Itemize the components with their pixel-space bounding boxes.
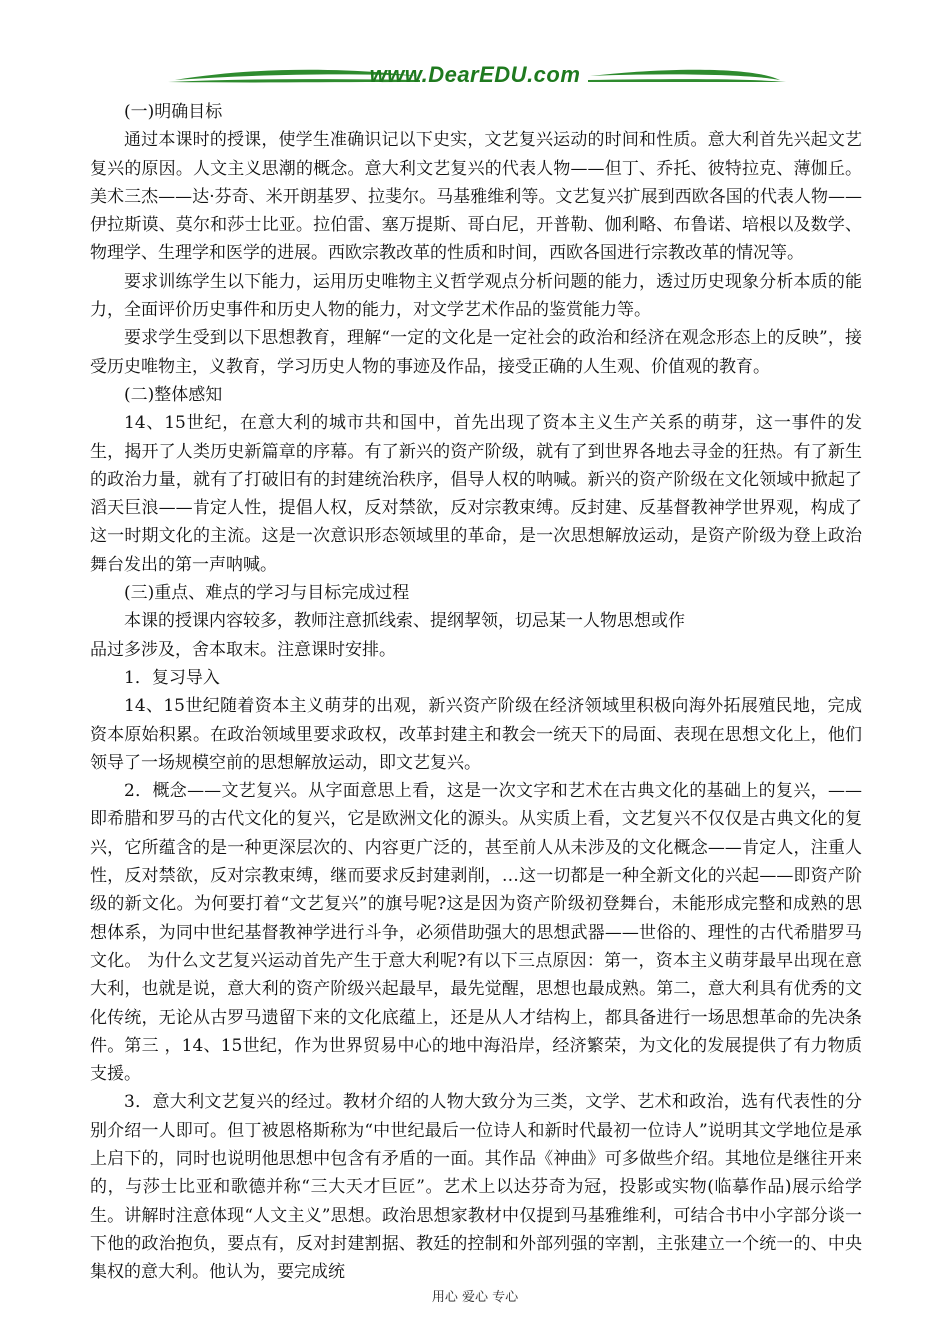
paragraph-teaching-note-1: 本课的授课内容较多，教师注意抓线索、提纲挈领，切忌某一人物思想或作 xyxy=(124,611,685,632)
paragraph-objectives-facts: 通过本课时的授课，使学生准确识记以下史实，文艺复兴运动的时间和性质。意大利首先兴起文艺复兴的原因。人文主义思潮的概念。意大利文艺复兴的代表人物——但丁、乔托、彼特拉克、薄伽丘。美术三杰——达·芬奇、米开朗基罗、拉斐尔。马基雅维利等。文艺复兴扩展到西欧各国的代表人物——伊拉斯谟、莫尔和莎士比亚。拉伯雷、塞万提斯、哥白尼，开普勒、伽利略、布鲁诺、培根以及数学、物理学、生理学和医学的进展。西欧宗教改革的性质和时间，西欧各国进行宗教改革的情况等。 xyxy=(90,130,862,264)
paragraph-italian-renaissance: 3．意大利文艺复兴的经过。教材介绍的人物大致分为三类，文学、艺术和政治，选有代表性的分别介绍一人即可。但丁被恩格斯称为“中世纪最后一位诗人和新时代最初一位诗人”说明其文学地位是承上启下的，同时也说明他思想中包含有矛盾的一面。其作品《神曲》可多做些介绍。其地位是继往开来的，与莎士比亚和歌德并称“三大天才巨匠”。艺术上以达芬奇为冠，投影或实物(临摹作品)展示给学生。讲解时注意体现“人文主义”思想。政治思想家教材中仅提到马基雅维利，可结合书中小字部分谈一下他的政治抱负，要点有，反对封建割据、教廷的控制和外部列强的宰割，主张建立一个统一的、中央集权的意大利。他认为，要完成统 xyxy=(90,1092,862,1283)
document-body xyxy=(90,98,862,1286)
section-heading-key-points: (三)重点、难点的学习与目标完成过程 xyxy=(124,583,410,604)
site-header-banner xyxy=(0,52,950,100)
paragraph-objectives-abilities: 要求训练学生以下能力，运用历史唯物主义哲学观点分析问题的能力，透过历史现象分析本质的能力，全面评价历史事件和历史人物的能力，对文学艺术作品的鉴赏能力等。 xyxy=(90,271,862,321)
site-url-logo: www.DearEDU.com xyxy=(369,62,581,87)
paragraph-concept-renaissance: 2．概念——文艺复兴。从字面意思上看，这是一次文字和艺术在古典文化的基础上的复兴，——即希腊和罗马的古代文化的复兴，它是欧洲文化的源头。从实质上看，文艺复兴不仅仅是古典文化的复兴，它所蕴含的是一种更深层次的、内容更广泛的，甚至前人从未涉及的文化概念——肯定人，注重人性，反对禁欲，反对宗教束缚，继而要求反封建剥削，…这一切都是一种全新文化的兴起——即资产阶级的新文化。为何要打着“文艺复兴”的旗号呢?这是因为资产阶级初登舞台，未能形成完整和成熟的思想体系，为同中世纪基督教神学进行斗争，必须借助强大的思想武器——世俗的、理性的古代希腊罗马文化。 为什么文艺复兴运动首先产生于意大利呢?有以下三点原因：第一，资本主义萌芽最早出现在意大利，也就是说，意大利的资产阶级兴起最早，最先觉醒，思想也最成熟。第二，意大利具有优秀的文化传统，无论从古罗马遗留下来的文化底蕴上，还是从人才结构上，都具备进行一场思想革命的先决条件。第三 ，14、15世纪，作为世界贸易中心的地中海沿岸，经济繁荣，为文化的发展提供了有力物质支援。 xyxy=(90,781,862,1085)
paragraph-teaching-note-2: 品过多涉及，舍本取末。注意课时安排。 xyxy=(90,639,396,660)
paragraph-review-intro: 14、15世纪随着资本主义萌芽的出观，新兴资产阶级在经济领域里积极向海外拓展殖民地，完成资本原始积累。在政治领域里要求政权，改革封建主和教会一统天下的局面、表现在思想文化上，他们领导了一场规模空前的思想解放运动，即文艺复兴。 xyxy=(90,696,862,773)
paragraph-overview: 14、15世纪，在意大利的城市共和国中，首先出现了资本主义生产关系的萌芽，这一事件的发生，揭开了人类历史新篇章的序幕。有了新兴的资产阶级，就有了到世界各地去寻金的狂热。有了新生的政治力量，就有了打破旧有的封建统治秩序，倡导人权的呐喊。新兴的资产阶级在文化领域中掀起了滔天巨浪——肯定人性，提倡人权，反对禁欲，反对宗教束缚。反封建、反基督教神学世界观，构成了这一时期文化的主流。这是一次意识形态领域里的革命，是一次思想解放运动，是资产阶级为登上政治舞台发出的第一声呐喊。 xyxy=(90,413,862,575)
subheading-review-intro: 1．复习导入 xyxy=(124,667,220,688)
paragraph-objectives-education: 要求学生受到以下思想教育，理解“一定的文化是一定社会的政治和经济在观念形态上的反映”，接受历史唯物主，义教育，学习历史人物的事迹及作品，接受正确的人生观、价值观的教育。 xyxy=(90,328,862,377)
section-heading-objectives: (一)明确目标 xyxy=(124,102,223,122)
section-heading-overview: (二)整体感知 xyxy=(124,384,223,405)
page-footer: 用心 爱心 专心 xyxy=(431,1290,519,1305)
